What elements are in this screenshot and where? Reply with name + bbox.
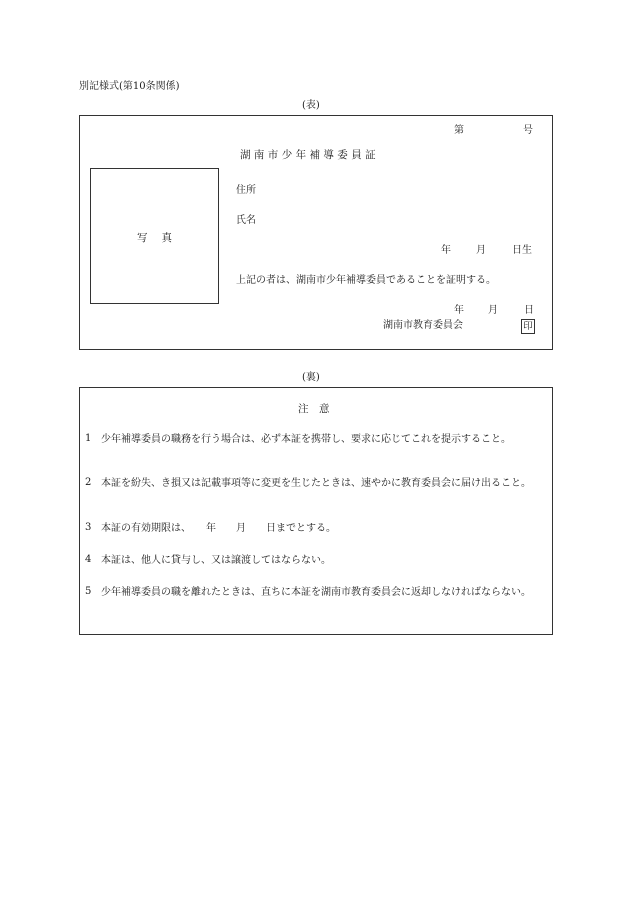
- notice-item-text: 少年補導委員の職を離れたときは、直ちに本証を湖南市教育委員会に返却しなければならない。: [101, 587, 531, 598]
- number-prefix: 第: [454, 125, 464, 136]
- seal-mark: 印: [521, 319, 535, 334]
- front-side-label: (表): [302, 100, 320, 111]
- number-suffix: 号: [523, 125, 533, 136]
- notice-item-number: 3: [85, 522, 92, 533]
- address-label: 住所: [236, 185, 256, 196]
- notice-item-number: 4: [85, 554, 92, 565]
- notice-title: 注 意: [298, 403, 330, 415]
- birth-year-label: 年: [441, 245, 451, 256]
- notice-item-number: 2: [85, 477, 92, 488]
- birth-day-label: 日生: [512, 245, 532, 256]
- photo-label: 写真: [137, 232, 186, 244]
- notice-item-number: 1: [85, 433, 92, 444]
- issue-year-label: 年: [454, 305, 464, 316]
- photo-box: [90, 168, 219, 304]
- birth-month-label: 月: [476, 245, 486, 256]
- form-caption: 別記様式(第10条関係): [79, 81, 180, 92]
- notice-item-text: 少年補導委員の職務を行う場合は、必ず本証を携帯し、要求に応じてこれを提示すること。: [101, 434, 511, 445]
- back-side-label: (裏): [302, 372, 320, 383]
- issuer-name: 湖南市教育委員会: [383, 320, 463, 331]
- card-title: 湖南市少年補導委員証: [240, 149, 379, 161]
- notice-item-number: 5: [85, 586, 92, 597]
- certification-text: 上記の者は、湖南市少年補導委員であることを証明する。: [236, 275, 496, 286]
- issue-day-label: 日: [524, 305, 534, 316]
- notice-item-text: 本証の有効期限は、 年 月 日までとする。: [101, 523, 336, 534]
- notice-item-text: 本証は、他人に貸与し、又は譲渡してはならない。: [101, 555, 331, 566]
- issue-month-label: 月: [488, 305, 498, 316]
- name-label: 氏名: [236, 215, 256, 226]
- notice-item-text: 本証を紛失、き損又は記載事項等に変更を生じたときは、速やかに教育委員会に届け出ること。: [101, 478, 531, 489]
